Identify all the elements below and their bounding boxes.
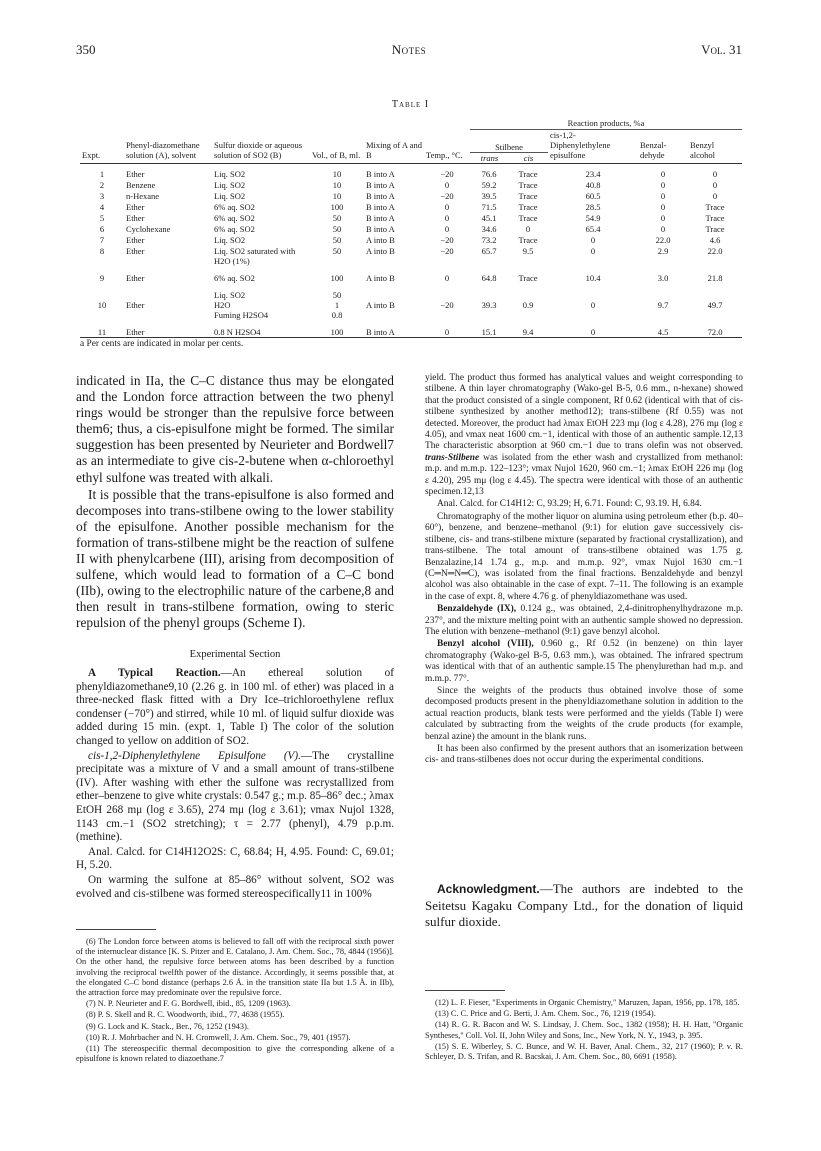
table-cell-expt: 6 bbox=[99, 224, 105, 234]
table-cell-mix: B into A bbox=[366, 327, 395, 337]
table-row bbox=[80, 245, 742, 266]
table-cell-alc: 4.6 bbox=[709, 235, 721, 245]
run-in-heading: trans-Stilbene bbox=[425, 452, 480, 463]
header-episulfone: cis-1,2-Diphenylethylene episulfone bbox=[548, 130, 638, 164]
table-cell-vol: 50 bbox=[332, 213, 342, 223]
paragraph bbox=[425, 373, 743, 498]
paragraph: indicated in IIa, the C–C distance thus may be elongated and the London force attraction between the two phenyl rings would be stronger than the repulsive force between them6; thus, a cis-episulfone might be formed. The similar suggestion has been presented by Neurieter and Bordwell7 as an intermediate to give cis-2-butene when α-chloroethyl ethyl sulfone was treated with alkali. bbox=[76, 373, 394, 485]
table-cell-epi: 60.5 bbox=[585, 191, 601, 201]
table-cell-b: 0.8 N H2SO4 bbox=[214, 327, 261, 337]
paragraph-text: was isolated from the ether wash and crystallized from methanol: m.p. and m.m.p. 122–123°; νmax Nujol 1620, 960 cm.−1; λmax EtOH 226 mμ (log ε 4.20), 295 mμ (log ε 4.45). The spectra were identical with those of an authentic specimen.12,13 bbox=[425, 452, 743, 498]
table-footnote: a Per cents are indicated in molar per cents. bbox=[80, 339, 244, 349]
table-cell-mix: B into A bbox=[366, 202, 395, 212]
table-cell-alc: 22.0 bbox=[707, 246, 723, 256]
footnote: (11) The stereospecific thermal decomposition to give the corresponding alkene of a episulfone is known related to diazoethane.7 bbox=[76, 1044, 394, 1064]
table-cell-epi: 0 bbox=[590, 327, 596, 337]
table-cell-epi: 40.8 bbox=[585, 180, 601, 190]
paragraph-text: 0.960 g., Rf 0.52 (in benzene) on thin layer chromatography (Wako-gel B-5, 0.63 mm.), was obtained. The infrared spectrum was identical with that of an authentic sample.15 The phenylurethan had m.p. and m.m.p. 77°. bbox=[425, 639, 743, 684]
table-cell-cis: Trace bbox=[518, 180, 538, 190]
table-cell-vol: 50 bbox=[332, 235, 342, 245]
data-table bbox=[80, 118, 742, 341]
footnote: (15) S. E. Wiberley, S. C. Bunce, and W. H. Baver, Anal. Chem., 32, 217 (1960); P. v. R. Schleyer, D. S. Trifan, and R. Bacskai, J. Am. Chem. Soc., 80, 6691 (1958). bbox=[425, 1041, 743, 1062]
header-volume: Vol., of B, ml. bbox=[310, 130, 364, 164]
table-cell-mix: B into A bbox=[366, 169, 395, 179]
table-cell-cis: Trace bbox=[518, 191, 538, 201]
run-in-heading: Benzaldehyde (IX), bbox=[437, 604, 517, 615]
table-cell-trans: 71.5 bbox=[481, 202, 497, 212]
table-cell-cis: Trace bbox=[518, 213, 538, 223]
journal-section: Notes bbox=[391, 42, 427, 57]
table-cell-trans: 76.6 bbox=[481, 169, 497, 179]
table-cell-epi: 0 bbox=[590, 246, 596, 256]
header-solution-b: Sulfur dioxide or aqueous solution of SO2 (B) bbox=[212, 130, 310, 164]
table-cell-ald: 2.9 bbox=[657, 246, 669, 256]
footnote: (6) The London force between atoms is believed to fall off with the reciprocal sixth power of the internuclear distance [K. S. Pitzer and E. Catalano, J. Am. Chem. Soc., 78, 4844 (1956)]. On the other hand, the repulsive force between atoms has been described by a function involving the reciprocal twelfth power of the distance. Accordingly, it seems possible that, at the elongated C–C bond distance (perhaps 2.6 Å. in the transition state IIa but 1.5 Å. in IIb), the attraction force may predominate over the repulsive force. bbox=[76, 937, 394, 998]
table-cell-b: Liq. SO2 bbox=[214, 191, 246, 201]
table-cell-b: 6% aq. SO2 bbox=[214, 224, 255, 234]
table-cell-vol: 50 bbox=[332, 224, 342, 234]
header-benzyl-alcohol: Benzyl alcohol bbox=[688, 130, 742, 164]
table-cell-temp: 0 bbox=[444, 213, 450, 223]
table-cell-trans: 73.2 bbox=[481, 235, 497, 245]
table-cell-alc: Trace bbox=[705, 202, 725, 212]
table-cell-a: Benzene bbox=[126, 180, 156, 190]
table-cell-a: n-Hexane bbox=[126, 191, 160, 201]
table-subcell: 1 bbox=[334, 300, 340, 310]
table-cell-ald: 3.0 bbox=[657, 273, 669, 283]
table-cell-mix: A into B bbox=[366, 246, 395, 256]
run-in-heading: Benzyl alcohol (VIII), bbox=[437, 639, 534, 650]
paragraph bbox=[76, 667, 394, 749]
left-column bbox=[76, 373, 394, 902]
table-cell-b: 6% aq. SO2 bbox=[214, 202, 255, 212]
paragraph: On warming the sulfone at 85–86° without solvent, SO2 was evolved and cis-stilbene was formed stereospecifically11 in 100% bbox=[76, 874, 394, 900]
footnote: (9) G. Lock and K. Stack., Ber., 76, 1252 (1943). bbox=[86, 1021, 249, 1031]
run-in-heading: Acknowledgment. bbox=[437, 882, 540, 896]
footnote-rule bbox=[76, 929, 156, 930]
table-row bbox=[80, 212, 742, 223]
table-cell-ald: 9.7 bbox=[657, 300, 669, 310]
table-cell-temp: 0 bbox=[444, 202, 450, 212]
table-cell-epi: 65.4 bbox=[585, 224, 601, 234]
table-cell-temp: −20 bbox=[440, 300, 454, 310]
table-cell-alc: Trace bbox=[705, 213, 725, 223]
table-cell-ald: 4.5 bbox=[657, 327, 669, 337]
footnote: (7) N. P. Neurieter and F. G. Bordwell, ibid., 85, 1209 (1963). bbox=[86, 999, 291, 1009]
table-body bbox=[80, 164, 742, 338]
table-cell-trans: 45.1 bbox=[481, 213, 497, 223]
table-cell-vol: 10 bbox=[332, 191, 342, 201]
table-cell-b: 6% aq. SO2 bbox=[214, 213, 255, 223]
table-cell-mix: A into B bbox=[366, 273, 395, 283]
table-cell-b: Liq. SO2 bbox=[214, 180, 246, 190]
table-cell-a: Ether bbox=[126, 169, 145, 179]
header-reaction-products: Reaction products, %a bbox=[470, 118, 742, 130]
table-cell-trans: 39.5 bbox=[481, 191, 497, 201]
table-cell-ald: 0 bbox=[660, 169, 666, 179]
table-cell-cis: Trace bbox=[518, 235, 538, 245]
table-cell-epi: 54.9 bbox=[585, 213, 601, 223]
table-cell-epi: 28.5 bbox=[585, 202, 601, 212]
table-cell-mix: A into B bbox=[366, 235, 395, 245]
table-cell-trans: 15.1 bbox=[481, 327, 497, 337]
table-cell-ald: 0 bbox=[660, 191, 666, 201]
table-cell-cis: Trace bbox=[518, 169, 538, 179]
table-row bbox=[80, 223, 742, 234]
table-cell-mix: B into A bbox=[366, 191, 395, 201]
footnotes-right bbox=[425, 998, 743, 1063]
table-subcell: Fuming H2SO4 bbox=[214, 310, 269, 320]
table-cell-ald: 0 bbox=[660, 202, 666, 212]
header-benzaldehyde: Benzal-dehyde bbox=[638, 130, 688, 164]
footnote: (12) L. F. Fieser, "Experiments in Organic Chemistry," Maruzen, Japan, 1956, pp. 178, 185. bbox=[435, 998, 740, 1007]
footnote: (10) R. J. Mohrbacher and N. H. Cromwell, J. Am. Chem. Soc., 79, 401 (1957). bbox=[86, 1032, 351, 1042]
table-cell-a: Ether bbox=[126, 213, 145, 223]
header-trans: trans bbox=[480, 153, 499, 163]
paragraph bbox=[425, 639, 743, 685]
table-cell-epi: 23.4 bbox=[585, 169, 601, 179]
section-heading: Experimental Section bbox=[189, 648, 281, 660]
table-cell-ald: 22.0 bbox=[655, 235, 671, 245]
table-cell-cis: 9.4 bbox=[522, 327, 534, 337]
table-cell-alc: Trace bbox=[705, 224, 725, 234]
table-cell-trans: 65.7 bbox=[481, 246, 497, 256]
table-cell-expt: 9 bbox=[99, 273, 105, 283]
table-cell-b: Liq. SO2 bbox=[214, 169, 246, 179]
table-cell-ald: 0 bbox=[660, 213, 666, 223]
header-solution-a: Phenyl-diazomethane solution (A), solvent bbox=[124, 130, 212, 164]
header-temp: Temp., °C. bbox=[424, 130, 470, 164]
table-row bbox=[80, 164, 742, 180]
table-cell-trans: 64.8 bbox=[481, 273, 497, 283]
table-cell-vol: 10 bbox=[332, 180, 342, 190]
header-mixing: Mixing of A and B bbox=[364, 130, 424, 164]
paragraph-text: —The crystalline precipitate was a mixture of V and a small amount of trans-stilbene (IV). After washing with ether the sulfone was recrystallized from ether–benzene to give white crystals: 0.547 g.; m.p. 85–86° dec.; λmax EtOH 268 mμ (log ε 3.65), 274 mμ (log ε 3.61); νmax Nujol 1328, 1143 cm.−1 (SO2 stretching); τ = 2.77 (phenyl), 4.79 p.p.m. (methine). bbox=[76, 749, 394, 844]
paragraph: It has been also confirmed by the present authors that an isomerization between cis- and trans-stilbenes does not occur during the experimental conditions. bbox=[425, 744, 743, 766]
table-cell-cis: Trace bbox=[518, 273, 538, 283]
table-cell-cis: 0 bbox=[525, 224, 531, 234]
table-row bbox=[80, 190, 742, 201]
table-cell-mix: A into B bbox=[366, 300, 395, 310]
table-row bbox=[80, 272, 742, 283]
table-cell-vol: 100 bbox=[330, 273, 344, 283]
table-cell-vol: 10 bbox=[332, 169, 342, 179]
table-cell-alc: 49.7 bbox=[707, 300, 723, 310]
table-cell-b bbox=[212, 289, 310, 320]
table-cell-expt: 5 bbox=[99, 213, 105, 223]
table-cell-b: Liq. SO2 bbox=[214, 235, 246, 245]
table-cell-b: 6% aq. SO2 bbox=[214, 273, 255, 283]
table-cell-a: Ether bbox=[126, 300, 145, 310]
paragraph: Anal. Calcd. for C14H12O2S: C, 68.84; H, 4.95. Found: C, 69.01; H, 5.20. bbox=[76, 845, 394, 872]
table-cell-a: Ether bbox=[126, 246, 145, 256]
run-in-heading: cis-1,2-Diphenylethylene Episulfone (V). bbox=[88, 749, 301, 762]
table-cell-alc: 0 bbox=[712, 191, 718, 201]
table-row bbox=[80, 289, 742, 320]
table-cell-expt: 8 bbox=[99, 246, 105, 256]
table-cell-mix: B into A bbox=[366, 213, 395, 223]
table-cell-expt: 10 bbox=[97, 300, 107, 310]
table-cell-temp: −20 bbox=[440, 169, 454, 179]
paragraph-text: —An ethereal solution of phenyldiazomethane9,10 (2.26 g. in 100 ml. of ether) was placed in a three-necked flask fitted with a Dry Ice–trichloroethylene reflux condenser (−70°) and stirred, while 10 ml. of liquid sulfur dioxide was added during 15 min. (expt. 1, Table I) The color of the solution changed to yellow on addition of SO2. bbox=[76, 667, 394, 748]
table-cell-cis: 0.9 bbox=[522, 300, 534, 310]
acknowledgment bbox=[425, 881, 743, 929]
table-cell-a: Cyclohexane bbox=[126, 224, 171, 234]
table-cell-mix: B into A bbox=[366, 180, 395, 190]
table-cell-expt: 1 bbox=[99, 169, 105, 179]
table-cell-cis: 9.5 bbox=[522, 246, 534, 256]
paragraph bbox=[76, 750, 394, 845]
footnote-rule bbox=[425, 990, 505, 991]
header-expt: Expt. bbox=[80, 130, 124, 164]
paragraph: It is possible that the trans-episulfone is also formed and decomposes into trans-stilbene owing to the lower stability of the episulfone. Another possible mechanism for the formation of trans-stilbene might be the reaction of sulfene II with phenylcarbene (III), arising from decomposition of sulfene, which would lead to formation of a C–C bond (IIb), owing to the electrophilic nature of the carbene,8 and then result in trans-stilbene formation, owing to steric repulsion of the phenyl groups (Scheme I). bbox=[76, 486, 394, 631]
page-number: 350 bbox=[76, 42, 96, 57]
table-cell-a: Ether bbox=[126, 202, 145, 212]
paragraph: Anal. Calcd. for C14H12: C, 93.29; H, 6.71. Found: C, 93.19. H, 6.84. bbox=[437, 499, 702, 510]
table-cell-alc: 21.8 bbox=[707, 273, 723, 283]
table-cell-a: Ether bbox=[126, 273, 145, 283]
table-subcell: H2O bbox=[214, 300, 231, 310]
table-cell-temp: 0 bbox=[444, 327, 450, 337]
paragraph: Chromatography of the mother liquor on alumina using petroleum ether (b.p. 40–60°), benzene, and benzene–methanol (9:1) for elution gave successively cis-stilbene, cis- and trans-stilbene mixture (separated by fractional crystallization), and trans-stilbene. The total amount of trans-stilbene obtained was 1.75 g. Benzalazine,14 1.74 g., m.p. and m.m.p. 92°, νmax Nujol 1630 cm.−1 (C═N═N═C), was isolated from the final fractions. Benzaldehyde and benzyl alcohol was also obtainable in the case of expt. 7–11. The following is an example in the case of expt. 8, where 4.76 g. of phenyldiazomethane was used. bbox=[425, 511, 743, 602]
paragraph bbox=[425, 604, 743, 638]
header-stilbene-group bbox=[470, 130, 548, 164]
table-cell-a: Ether bbox=[126, 327, 145, 337]
table-cell-a: Ether bbox=[126, 235, 145, 245]
table-cell-expt: 3 bbox=[99, 191, 105, 201]
table-cell-temp: −20 bbox=[440, 246, 454, 256]
footnote: (8) P. S. Skell and R. C. Woodworth, ibid., 77, 4638 (1955). bbox=[86, 1010, 285, 1020]
table-cell-vol: 50 bbox=[332, 246, 342, 256]
table-cell-epi: 0 bbox=[590, 235, 596, 245]
table-row bbox=[80, 234, 742, 245]
table-cell-trans: 34.6 bbox=[481, 224, 497, 234]
table-cell-temp: −20 bbox=[440, 191, 454, 201]
table-cell-trans: 39.3 bbox=[481, 300, 497, 310]
paragraph-text: —The authors are indebted to the Seitetsu Kagaku Company Ltd., for the donation of liquid sulfur dioxide. bbox=[425, 881, 743, 929]
table-cell-expt: 4 bbox=[99, 202, 105, 212]
table-row bbox=[80, 201, 742, 212]
table-row bbox=[80, 179, 742, 190]
table-cell-temp: 0 bbox=[444, 180, 450, 190]
footnote: (14) R. G. R. Bacon and W. S. Lindsay, J. Chem. Soc., 1382 (1958); H. H. Hatt, "Organic Syntheses," Coll. Vol. II, John Wiley and Sons, Inc., New York, N. Y., 1943, p. 395. bbox=[425, 1020, 743, 1040]
table-subcell: 0.8 bbox=[331, 310, 343, 320]
table-cell-expt: 2 bbox=[99, 180, 105, 190]
table-cell-alc: 0 bbox=[712, 180, 718, 190]
table-cell-epi: 0 bbox=[590, 300, 596, 310]
table-subcell: Liq. SO2 bbox=[214, 290, 246, 300]
table-cell-temp: 0 bbox=[444, 224, 450, 234]
table-cell-vol: 100 bbox=[330, 327, 344, 337]
header-stilbene: Stilbene bbox=[470, 142, 548, 153]
run-in-heading: A Typical Reaction. bbox=[88, 667, 221, 680]
right-column bbox=[425, 373, 743, 768]
volume-label: Vol. 31 bbox=[701, 42, 742, 57]
table-cell-vol bbox=[310, 289, 364, 320]
table-cell-alc: 0 bbox=[712, 169, 718, 179]
table-caption: Table I bbox=[391, 99, 430, 110]
paragraph-text: 0.124 g., was obtained, 2,4-dinitrophenylhydrazone m.p. 237°, and the mixture melting point with an authentic sample showed no depression. The elution with benzene–methanol (9:1) gave benzyl alcohol. bbox=[425, 604, 743, 637]
table-cell-temp: −20 bbox=[440, 235, 454, 245]
table-cell-b: Liq. SO2 saturated with H2O (1%) bbox=[214, 246, 296, 266]
header-cis: cis bbox=[523, 153, 534, 163]
footnote: (13) C. C. Price and G. Berti, J. Am. Chem. Soc., 76, 1219 (1954). bbox=[435, 1009, 656, 1019]
running-header bbox=[76, 42, 742, 62]
table-cell-vol: 100 bbox=[330, 202, 344, 212]
paragraph: Since the weights of the products thus obtained involve those of some decomposed products present in the phenyldiazomethane solution in addition to the actual reaction products, blank tests were performed and the yields (Table I) were calculated by subtracting from the weights of the crude products (for example, benzal azine) the amount in the blank runs. bbox=[425, 685, 743, 742]
paragraph-text: yield. The product thus formed has analytical values and weight corresponding to stilbene. A thin layer chromatography (Wako-gel B-5, 0.6 mm., n-hexane) showed that the product consisted of a single component, Rf 0.62 (identical with that of cis-stilbene synthesized by another method12); trans-stilbene (Rf 0.55) was not detected. Moreover, the product had λmax EtOH 223 mμ (log ε 4.28), 276 mμ (log ε 4.05), and νmax neat 1600 cm.−1, identical with those of an authentic sample.12,13 The characteristic absorption at 960 cm.−1 due to trans olefin was not observed. bbox=[425, 373, 743, 452]
table-cell-alc: 72.0 bbox=[707, 327, 723, 337]
table-subcell: 50 bbox=[332, 290, 342, 300]
table-cell-temp: 0 bbox=[444, 273, 450, 283]
table-cell-ald: 0 bbox=[660, 180, 666, 190]
table-cell-ald: 0 bbox=[660, 224, 666, 234]
table-cell-trans: 59.2 bbox=[481, 180, 497, 190]
table-cell-expt: 7 bbox=[99, 235, 105, 245]
table-cell-cis: Trace bbox=[518, 202, 538, 212]
table-row bbox=[80, 326, 742, 338]
footnotes-left bbox=[76, 937, 394, 1065]
table-cell-mix: B into A bbox=[366, 224, 395, 234]
table-cell-epi: 10.4 bbox=[585, 273, 601, 283]
table-cell-expt: 11 bbox=[97, 327, 107, 337]
